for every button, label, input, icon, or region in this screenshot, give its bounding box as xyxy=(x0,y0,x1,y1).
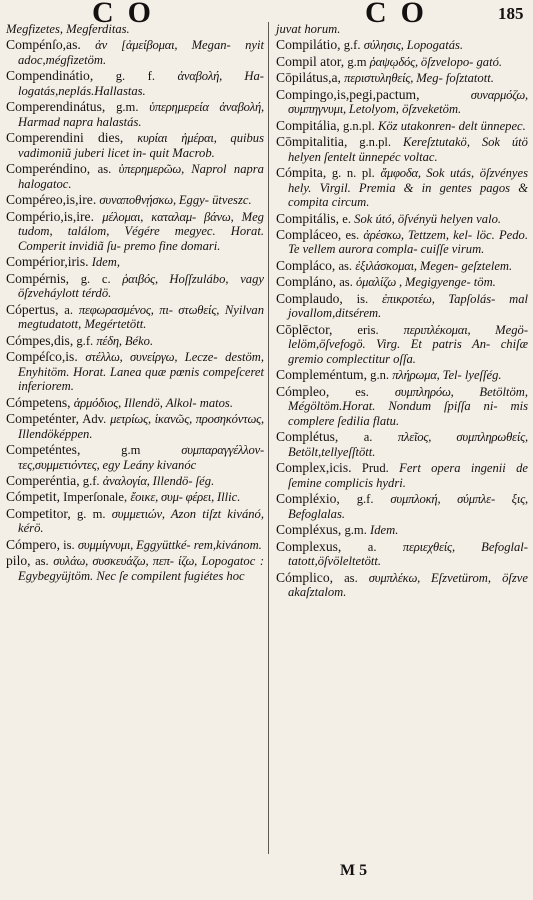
hungarian-gloss: Meg tudom, találom, Végére megyec. Horat. Comperit invidiã ſu- premo fine domari. xyxy=(18,209,264,253)
greek-equivalent: κυρίαι ἡμέραι, xyxy=(137,131,231,146)
hungarian-gloss: Lopogatás. xyxy=(406,38,464,53)
grammar-note: g.f. xyxy=(76,333,94,348)
dictionary-entry xyxy=(6,538,264,553)
hungarian-gloss: Eggyüttké- rem,kivánom. xyxy=(136,537,262,552)
dictionary-entry xyxy=(276,540,528,569)
dictionary-entry xyxy=(6,474,264,489)
hungarian-gloss: Megan- nyit adoc,mégfizetöm. xyxy=(18,38,264,67)
hungarian-gloss: Illendö- ſég. xyxy=(152,473,215,488)
grammar-note: eris. xyxy=(357,322,379,337)
greek-equivalent: ῥαιβός, xyxy=(122,271,170,286)
dictionary-entry xyxy=(6,255,264,270)
hungarian-gloss: Eſzvetürom, öſzve akaſztalom. xyxy=(288,570,528,600)
dictionary-entry xyxy=(276,275,528,290)
dictionary-entry xyxy=(276,571,528,600)
greek-equivalent: ὁμαλίζω , xyxy=(356,275,405,290)
dictionary-entry xyxy=(6,100,264,129)
hungarian-gloss: Eggy- ütveszc. xyxy=(178,193,252,208)
hungarian-gloss: Sok utás, öſzvényes hely. Virgil. Premia & in gentes pagos & compita circum. xyxy=(288,165,528,210)
grammar-note: g. m. xyxy=(76,506,106,521)
hungarian-gloss: Tel- lyeſſég. xyxy=(442,368,502,383)
greek-equivalent: ἀναλογία, xyxy=(102,473,153,488)
headword: Compitális, xyxy=(276,210,340,226)
headword: Compléxio, xyxy=(276,491,340,507)
hungarian-gloss: Megö- lelöm,öſvefogö. Virg. Et patris An- chiſæ gremio complectitur oſſa. xyxy=(288,322,529,366)
column-divider xyxy=(268,22,269,854)
dictionary-entry xyxy=(6,412,264,441)
header-right: CO xyxy=(365,0,438,29)
grammar-note: g.f. xyxy=(343,38,361,53)
hungarian-gloss: Tettzem, kel- löc. Pedo. Te vellem aurora compla- cuiſſe virum. xyxy=(288,227,528,257)
headword: Compláco, xyxy=(276,257,336,273)
headword: pilo, xyxy=(6,553,31,569)
greek-equivalent: πλεῖος, συμπληρωθείς, xyxy=(397,430,528,445)
greek-equivalent: συμμίγνυμι, xyxy=(77,537,137,552)
headword: Cómpes,dis, xyxy=(6,332,74,348)
dictionary-entry xyxy=(6,443,264,472)
headword: Cómplico, xyxy=(276,569,334,585)
left-column xyxy=(6,22,264,585)
headword: Compláceo, xyxy=(276,226,342,242)
grammar-note: Adv. xyxy=(82,412,107,426)
hungarian-gloss: Illendöképpen. xyxy=(18,426,93,441)
greek-equivalent: ἔοικε, συμ- φέρει, xyxy=(130,490,217,505)
dictionary-entry xyxy=(6,554,264,583)
headword: Cómpetit, xyxy=(6,489,60,505)
grammar-note: g.f. xyxy=(356,492,374,507)
dictionary-entry xyxy=(276,38,528,53)
dictionary-entry xyxy=(6,396,264,411)
dictionary-entry xyxy=(6,303,264,332)
greek-equivalent: συναποθνῄσκω, xyxy=(99,193,179,208)
headword: Compláno, xyxy=(276,274,337,290)
dictionary-entry xyxy=(276,385,528,429)
headword: Compénſo,as. xyxy=(6,37,81,53)
grammar-note: a. xyxy=(64,302,74,317)
hungarian-gloss: Harmad napra halastás. xyxy=(18,114,142,129)
grammar-note: g.m xyxy=(347,54,367,69)
greek-equivalent: στέλλω, συνείργω, xyxy=(85,350,185,365)
grammar-note: g. c. xyxy=(80,271,111,286)
headword: Compendinátio, xyxy=(6,68,94,84)
greek-equivalent: περιστυληθείς, xyxy=(344,71,417,86)
headword: Complexus, xyxy=(276,538,342,554)
greek-equivalent: συλάω, συσκευάζω, πεπ- ίζω, xyxy=(53,554,202,569)
hungarian-gloss: Ha- logatás,neplás.Hallastas. xyxy=(18,69,264,98)
headword: Complétus, xyxy=(276,429,339,445)
hungarian-gloss: Betölt,tellyeſſtött. xyxy=(288,444,376,459)
headword: Compérior,iris. xyxy=(6,254,89,270)
greek-equivalent: ἀρέσκω, xyxy=(363,227,408,242)
dictionary-entry xyxy=(6,334,264,349)
grammar-note: g. n. pl. xyxy=(331,165,375,180)
dictionary-entry xyxy=(276,430,528,459)
grammar-note: g.n.pl. xyxy=(342,118,375,133)
headword: Compil ator, xyxy=(276,53,345,69)
greek-equivalent: ἀν [ἀμείβομαι, xyxy=(95,38,192,53)
greek-equivalent: συναρμόζω, συμπηγνυμι, xyxy=(288,87,528,117)
hungarian-gloss: Meg- foſztatott. xyxy=(416,71,494,86)
headword: Comperéndino, xyxy=(6,161,91,177)
hungarian-gloss: Idem. xyxy=(370,523,399,538)
dictionary-entry xyxy=(6,131,264,160)
dictionary-entry xyxy=(6,162,264,191)
grammar-note: as. xyxy=(339,275,353,290)
hungarian-gloss: quibus vadimoniũ juberi licet in- quit Macrob. xyxy=(18,131,264,160)
dictionary-entry xyxy=(6,210,264,254)
hungarian-gloss: Lopogatoc : Egybegyüjtöm. Nec ſe compilent fugiétes hoc xyxy=(18,554,265,583)
headword: Cómpero, xyxy=(6,536,60,552)
headword: Compléxus, xyxy=(276,522,342,538)
greek-equivalent: ῥαψῳδός, xyxy=(369,54,421,69)
dictionary-entry xyxy=(276,259,528,274)
dictionary-entry xyxy=(276,523,528,538)
greek-equivalent: συμμετιών, xyxy=(111,506,171,521)
dictionary-entry xyxy=(276,88,528,117)
hungarian-gloss: Betöltöm, Mégöltöm.Horat. Nondum ſpiſſa ni- mis complere ſedilia flatu. xyxy=(288,384,529,428)
headword: Comperendinátus, xyxy=(6,99,106,115)
hungarian-gloss: Megigyenge- töm. xyxy=(404,275,496,290)
hungarian-gloss: egy Leány kivanóc xyxy=(102,457,197,472)
grammar-note: g.n.pl. xyxy=(359,134,392,149)
grammar-note: es. xyxy=(345,227,360,242)
greek-equivalent: πέδη, xyxy=(96,333,125,348)
hungarian-gloss: Megen- geſztelem. xyxy=(419,258,513,273)
greek-equivalent: ἐπικροτέω, xyxy=(381,291,449,306)
headword: Compleméntum, xyxy=(276,367,367,383)
hungarian-gloss: Nyilvan megtudatott, Megértetött. xyxy=(18,302,264,332)
grammar-note: is. xyxy=(63,537,75,552)
dictionary-entry xyxy=(6,350,264,394)
greek-equivalent: συμπαραγγέλλον- τες,συμμετιόντες, xyxy=(18,442,264,472)
hungarian-gloss: Befoglal- tatott,öſvöleltetött. xyxy=(288,539,528,569)
hungarian-gloss: Kereſztutakö, Sok útö helyen ſentelt ünnepéc voltac. xyxy=(288,134,528,164)
greek-equivalent: πεφωρασμένος, πι- στωθείς, xyxy=(78,302,225,317)
grammar-note: as. xyxy=(35,554,49,569)
hungarian-gloss: Sok útó, öſvényü helyen valo. xyxy=(354,211,502,226)
grammar-note: as. xyxy=(97,162,112,177)
dictionary-entry xyxy=(6,22,264,37)
headword: Comperéntia, xyxy=(6,472,80,488)
grammar-note: g.m. xyxy=(116,100,139,115)
dictionary-entry xyxy=(6,193,264,208)
greek-equivalent: μετρίως, ἱκανῶς, προσηκόντως, xyxy=(110,412,264,426)
headword: Compéreo,is,ire. xyxy=(6,192,97,208)
grammar-note: as. xyxy=(344,570,358,585)
dictionary-entry xyxy=(276,119,528,134)
greek-equivalent: συμπλέκω, xyxy=(368,570,431,585)
headword: Cópertus, xyxy=(6,301,59,317)
greek-equivalent: περιπλέκομαι, xyxy=(403,322,496,337)
grammar-note: es. xyxy=(355,384,369,399)
dictionary-entry xyxy=(276,292,528,321)
page-number: 185 xyxy=(498,4,524,23)
grammar-note: g. f. xyxy=(115,69,155,84)
headword: Competéntes, xyxy=(6,441,81,457)
greek-equivalent: περιεχθείς, xyxy=(402,539,482,554)
headword: Compingo,is,pegi,pactum, xyxy=(276,86,420,102)
headword: Cōpilátus,a, xyxy=(276,70,341,86)
dictionary-entry xyxy=(276,368,528,383)
hungarian-gloss: Illic. xyxy=(216,490,241,505)
headword: Cómpita, xyxy=(276,164,327,180)
hungarian-gloss: Tapſolás- mal jovallom,ditsérem. xyxy=(288,291,529,321)
headword: Comperendini dies, xyxy=(6,130,124,146)
headword: Cōplēctor, xyxy=(276,321,333,337)
greek-equivalent: συμπληρόω, xyxy=(394,384,480,399)
hungarian-gloss: Letolyom, öſzveketöm. xyxy=(348,102,462,117)
hungarian-gloss: Fert opera ingenii de ſemine complicis hydri. xyxy=(288,461,529,490)
dictionary-entry xyxy=(276,228,528,257)
greek-equivalent: μέλομαι, καταλαμ- βάνω, xyxy=(102,209,242,224)
dictionary-entry xyxy=(6,38,264,67)
hungarian-gloss: Hoſſzulábo, vagy öſzveháylott térdö. xyxy=(18,271,264,301)
grammar-note: as. xyxy=(338,258,353,273)
greek-equivalent: ὑπερημερῶω, xyxy=(118,162,192,177)
greek-equivalent: ἀναβολή, xyxy=(177,69,245,84)
grammar-note: e. xyxy=(342,211,351,226)
greek-equivalent: ἄμφοδα, xyxy=(380,165,427,180)
dictionary-entry xyxy=(6,490,264,505)
greek-equivalent: ὑπερημερεία ἀναβολή, xyxy=(149,100,264,115)
hungarian-gloss: juvat horum. xyxy=(276,22,341,36)
dictionary-entry xyxy=(276,323,528,367)
headword: Cómpetens, xyxy=(6,394,71,410)
headword: Cómpleo, xyxy=(276,383,330,399)
hungarian-gloss: Lecze- destöm, Enyhitöm. Horat. Lanea quæ pœnis compeſceret inferiorem. xyxy=(18,350,265,394)
greek-equivalent: ἁρμόδιος, xyxy=(73,395,125,410)
header-left: CO xyxy=(92,0,165,29)
hungarian-gloss: Befoglalas. xyxy=(288,506,346,521)
hungarian-gloss: Idem, xyxy=(91,255,121,270)
headword: Compéſco,is. xyxy=(6,349,78,365)
grammar-note: g.m. xyxy=(344,523,367,538)
hungarian-gloss: Illendö, Alkol- matos. xyxy=(124,395,233,410)
greek-equivalent: πλήρωμα, xyxy=(392,368,443,383)
dictionary-entry xyxy=(276,492,528,521)
dictionary-entry xyxy=(6,272,264,301)
hungarian-gloss: Naprol napra halogatoc. xyxy=(18,162,264,191)
hungarian-gloss: Béko. xyxy=(124,333,154,348)
dictionary-entry xyxy=(276,461,528,490)
headword: Compérnis, xyxy=(6,270,70,286)
grammar-note: Prud. xyxy=(361,461,389,476)
dictionary-entry xyxy=(276,22,528,37)
dictionary-entry xyxy=(276,166,528,210)
signature-mark: M 5 xyxy=(340,862,368,879)
dictionary-entry xyxy=(276,71,528,86)
hungarian-gloss: Köz utakonren- delt ünnepec. xyxy=(377,118,526,133)
hungarian-gloss: Azon tiſzt kivánó, kérö. xyxy=(18,506,264,536)
dictionary-entry xyxy=(276,55,528,70)
grammar-note: Imperſonale, xyxy=(63,490,128,505)
headword: Competitor, xyxy=(6,505,71,521)
hungarian-gloss: öſzvelopo- gató. xyxy=(420,54,503,69)
headword: Compério,is,ire. xyxy=(6,208,94,224)
headword: Cōmpitalitia, xyxy=(276,133,348,149)
greek-equivalent: ἐξιλάσκομαι, xyxy=(355,258,420,273)
dictionary-entry xyxy=(276,135,528,164)
grammar-note: g.n. xyxy=(370,368,390,383)
dictionary-entry xyxy=(6,507,264,536)
grammar-note: g.f. xyxy=(82,473,100,488)
grammar-note: g.m xyxy=(121,442,141,457)
grammar-note: a. xyxy=(367,539,377,554)
greek-equivalent: συμπλοκή, σύμπλε- ξις, xyxy=(390,492,528,507)
grammar-note: is. xyxy=(356,291,369,306)
headword: Competénter, xyxy=(6,411,80,426)
hungarian-gloss: Megfizetes, Megferditas. xyxy=(6,22,130,36)
dictionary-entry xyxy=(6,69,264,98)
greek-equivalent: σύλησις, xyxy=(363,38,407,53)
headword: Complex,icis. xyxy=(276,460,352,476)
headword: Complaudo, xyxy=(276,290,343,306)
headword: Compilátio, xyxy=(276,37,341,53)
headword: Compitália, xyxy=(276,117,340,133)
right-column xyxy=(276,22,528,602)
dictionary-entry xyxy=(276,212,528,227)
grammar-note: a. xyxy=(363,430,373,445)
